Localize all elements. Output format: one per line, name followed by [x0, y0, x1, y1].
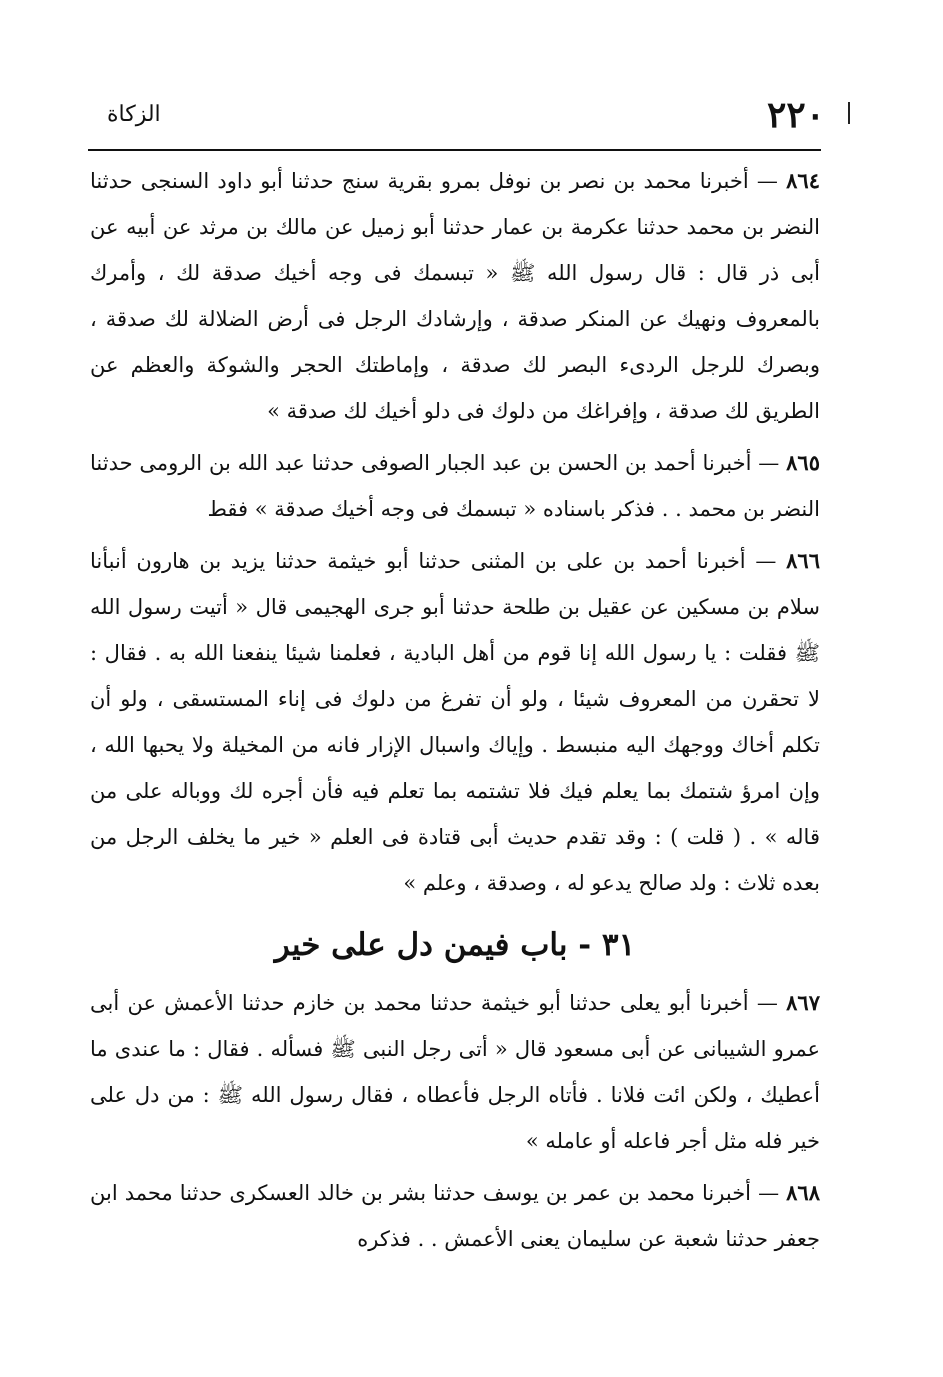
hadith-number: ٨٦٤	[786, 168, 820, 193]
page-body	[90, 158, 820, 1268]
hadith-864	[90, 158, 820, 434]
margin-mark	[848, 102, 850, 124]
hadith-number: ٨٦٨	[786, 1180, 820, 1205]
hadith-866	[90, 538, 820, 906]
hadith-number: ٨٦٥	[786, 450, 820, 475]
hadith-868	[90, 1170, 820, 1262]
hadith-number: ٨٦٦	[786, 548, 820, 573]
hadith-text: — أخبرنا أحمد بن على بن المثنى حدثنا أبو خيثمة حدثنا يزيد بن هارون أنبأنا سلام بن مسكين عن عقيل بن طلحة حدثنا أبو جرى الهجيمى قال « أتيت رسول الله ﷺ فقلت : يا رسول الله إنا قوم من أهل البادية ، فعلمنا شيئا ينفعنا الله به . فقال : لا تحقرن من المعروف شيئا ، ولو أن تفرغ من دلوك فى إناء المستسقى ، ولو أن تكلم أخاك ووجهك اليه منبسط . وإياك واسبال الإزار فانه من المخيلة ولا يحبها الله ، وإن امرؤ شتمك بما يعلم فيك فلا تشتمه بما تعلم فيه فأن أجره لك ووباله على من قاله » . ( قلت ) : وقد تقدم حديث أبى قتادة فى العلم « خير ما يخلف الرجل من بعده ثلاث : ولد صالح يدعو له ، وصدقة ، وعلم »	[90, 549, 820, 895]
page-number: ٢٢٠	[766, 94, 825, 136]
chapter-title: فيمن دل على خير	[274, 927, 510, 963]
hadith-number: ٨٦٧	[786, 990, 820, 1015]
header-rule	[88, 149, 821, 151]
page-header	[85, 94, 825, 144]
hadith-867	[90, 980, 820, 1164]
hadith-text: — أخبرنا محمد بن عمر بن يوسف حدثنا بشر بن خالد العسكرى حدثنا محمد ابن جعفر حدثنا شعبة عن سليمان يعنى الأعمش . . فذكره	[90, 1181, 820, 1251]
chapter-number: ٣١	[601, 927, 636, 963]
hadith-text: — أخبرنا أبو يعلى حدثنا أبو خيثمة حدثنا محمد بن خازم حدثنا الأعمش عن أبى عمرو الشيبانى عن أبى مسعود قال « أتى رجل النبى ﷺ فسأله . فقال : ما عندى ما أعطيك ، ولكن ائت فلانا . فأتاه الرجل فأعطاه ، فقال رسول الله ﷺ : من دل على خير فله مثل أجر فاعله أو عامله »	[90, 991, 820, 1153]
chapter-dash: -	[578, 927, 592, 963]
hadith-text: — أخبرنا محمد بن نصر بن نوفل بمرو بقرية سنج حدثنا أبو داود السنجى حدثنا النضر بن محمد حدثنا عكرمة بن عمار حدثنا أبو زميل عن مالك بن مرثد عن أبيه عن أبى ذر قال : قال رسول الله ﷺ « تبسمك فى وجه أخيك صدقة لك ، وأمرك بالمعروف ونهيك عن المنكر صدقة ، وإرشادك الرجل فى أرض الضلالة لك صدقة ، وبصرك للرجل الردىء البصر لك صدقة ، وإماطتك الحجر والشوكة والعظم عن الطريق لك صدقة ، وإفراغك من دلوك فى دلو أخيك لك صدقة »	[90, 169, 820, 423]
hadith-865	[90, 440, 820, 532]
chapter-heading	[90, 916, 820, 974]
hadith-text: — أخبرنا أحمد بن الحسن بن عبد الجبار الصوفى حدثنا عبد الله بن الرومى حدثنا النضر بن محمد . . فذكر باسناده « تبسمك فى وجه أخيك صدقة » فقط	[90, 451, 820, 521]
running-title: الزكاة	[107, 102, 161, 127]
chapter-word: باب	[520, 927, 568, 963]
